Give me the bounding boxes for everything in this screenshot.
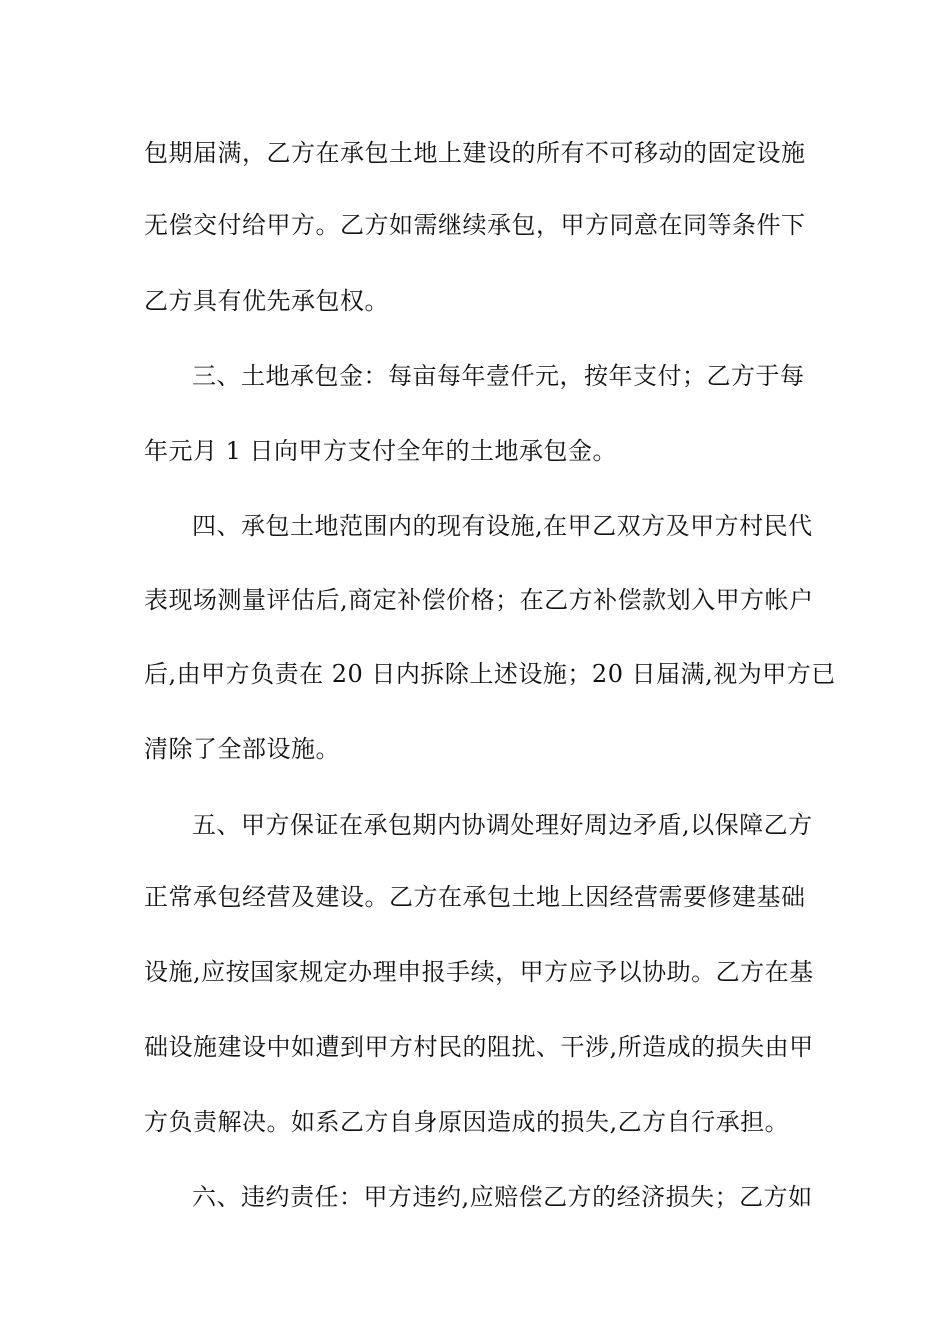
text-line: 清除了全部设施。 (144, 735, 340, 763)
text-line: 包期届满，乙方在承包土地上建设的所有不可移动的固定设施 (144, 139, 806, 167)
text-line: 无偿交付给甲方。乙方如需继续承包，甲方同意在同等条件下 (144, 211, 806, 239)
paragraph-3-line: 三、土地承包金：每亩每年壹仟元，按年支付；乙方于每 (192, 362, 805, 390)
text-line: 年元月 1 日向甲方支付全年的土地承包金。 (144, 437, 618, 465)
text-line: 础设施建设中如遭到甲方村民的阻扰、干涉,所造成的损失由甲 (144, 1033, 814, 1061)
paragraph-4-line: 四、承包土地范围内的现有设施,在甲乙双方及甲方村民代 (192, 512, 813, 540)
paragraph-5-line: 五、甲方保证在承包期内协调处理好周边矛盾,以保障乙方 (192, 811, 813, 839)
text-line: 表现场测量评估后,商定补偿价格；在乙方补偿款划入甲方帐户 (144, 586, 814, 614)
text-line: 乙方具有优先承包权。 (144, 287, 389, 315)
text-line: 正常承包经营及建设。乙方在承包土地上因经营需要修建基础 (144, 883, 806, 911)
paragraph-6-line: 六、违约责任：甲方违约,应赔偿乙方的经济损失；乙方如 (192, 1183, 813, 1211)
text-line: 设施,应按国家规定办理申报手续，甲方应予以协助。乙方在基 (144, 958, 814, 986)
text-line: 方负责解决。如系乙方自身原因造成的损失,乙方自行承担。 (144, 1108, 790, 1136)
text-line: 后,由甲方负责在 20 日内拆除上述设施；20 日届满,视为甲方已 (144, 660, 836, 688)
